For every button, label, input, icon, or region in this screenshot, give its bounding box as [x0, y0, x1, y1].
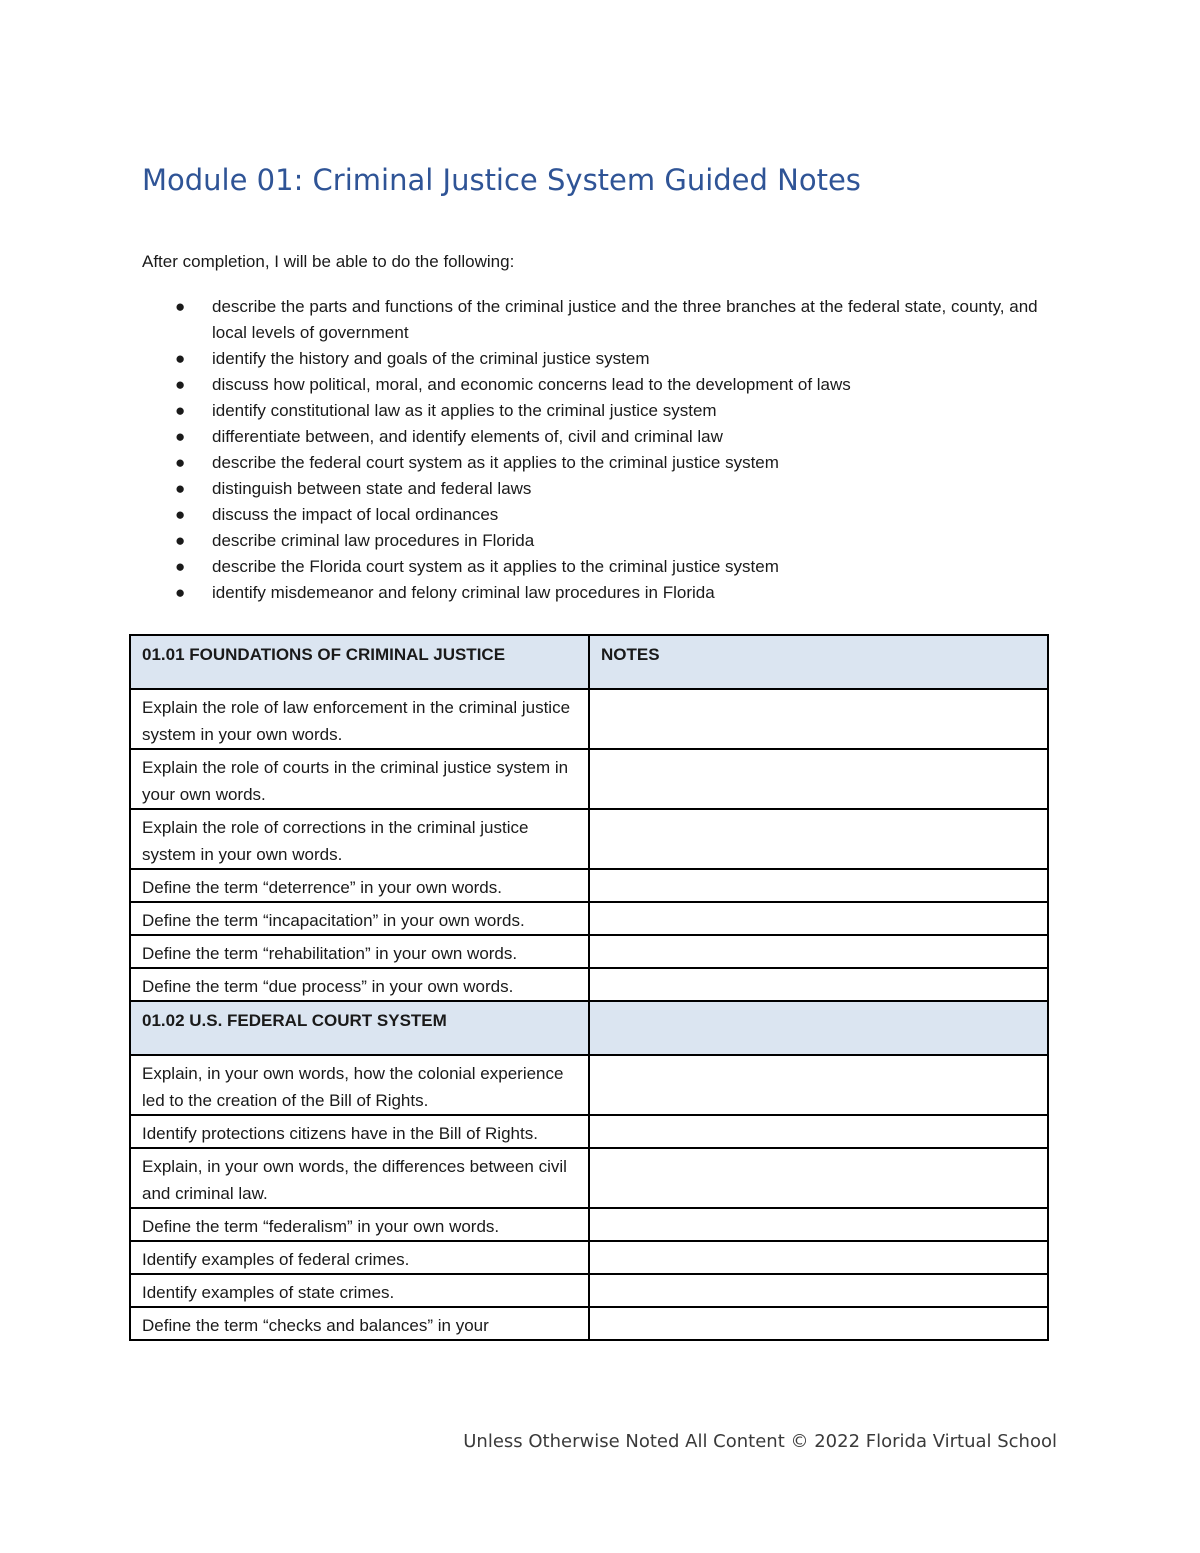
table-row: [130, 1148, 1048, 1208]
list-item: ● describe criminal law procedures in Florida: [142, 528, 1042, 554]
list-item: ● identify constitutional law as it applies to the criminal justice system: [142, 398, 1042, 424]
table-row: [130, 1208, 1048, 1241]
table-row: [130, 689, 1048, 749]
section-heading: 01.02 U.S. FEDERAL COURT SYSTEM: [130, 1001, 589, 1055]
prompt-cell: Explain, in your own words, the differences between civil and criminal law.: [130, 1148, 589, 1208]
notes-cell[interactable]: [589, 1307, 1048, 1340]
bullet-icon: ●: [175, 427, 186, 446]
prompt-cell: Explain the role of courts in the criminal justice system in your own words.: [130, 749, 589, 809]
table-row: [130, 935, 1048, 968]
prompt-cell: Explain, in your own words, how the colonial experience led to the creation of the Bill of Rights.: [130, 1055, 589, 1115]
notes-cell[interactable]: [589, 1241, 1048, 1274]
table-row: [130, 1115, 1048, 1148]
list-item: ● discuss the impact of local ordinances: [142, 502, 1042, 528]
notes-cell[interactable]: [589, 1148, 1048, 1208]
notes-heading: NOTES: [589, 635, 1048, 689]
prompt-cell: Identify examples of state crimes.: [130, 1274, 589, 1307]
copyright-footer: Unless Otherwise Noted All Content © 2022 Florida Virtual School: [463, 1431, 1057, 1452]
list-item: ● describe the Florida court system as it applies to the criminal justice system: [142, 554, 1042, 580]
prompt-cell: Define the term “rehabilitation” in your own words.: [130, 935, 589, 968]
notes-cell[interactable]: [589, 1274, 1048, 1307]
list-item: ● differentiate between, and identify elements of, civil and criminal law: [142, 424, 1042, 450]
table-row: [130, 902, 1048, 935]
list-item: ● identify misdemeanor and felony criminal law procedures in Florida: [142, 580, 1042, 606]
notes-cell[interactable]: [589, 749, 1048, 809]
prompt-cell: Define the term “federalism” in your own words.: [130, 1208, 589, 1241]
guided-notes-table: [129, 634, 1049, 1341]
notes-cell[interactable]: [589, 1055, 1048, 1115]
bullet-icon: ●: [175, 557, 186, 576]
bullet-icon: ●: [175, 375, 186, 394]
notes-cell[interactable]: [589, 968, 1048, 1001]
list-item: ● distinguish between state and federal laws: [142, 476, 1042, 502]
notes-cell[interactable]: [589, 869, 1048, 902]
prompt-cell: Define the term “incapacitation” in your own words.: [130, 902, 589, 935]
prompt-cell: Define the term “deterrence” in your own words.: [130, 869, 589, 902]
prompt-cell: Identify examples of federal crimes.: [130, 1241, 589, 1274]
notes-cell[interactable]: [589, 1208, 1048, 1241]
table-row: [130, 1055, 1048, 1115]
list-item: ● discuss how political, moral, and economic concerns lead to the development of laws: [142, 372, 1042, 398]
table-row: [130, 869, 1048, 902]
table-row: [130, 809, 1048, 869]
bullet-icon: ●: [175, 453, 186, 472]
notes-cell[interactable]: [589, 1001, 1048, 1055]
list-item: ● describe the federal court system as it applies to the criminal justice system: [142, 450, 1042, 476]
bullet-icon: ●: [175, 297, 186, 316]
notes-cell[interactable]: [589, 689, 1048, 749]
list-item: ● describe the parts and functions of the criminal justice and the three branches at the federal state, county, and local levels of government: [142, 294, 1042, 346]
prompt-cell: Define the term “due process” in your own words.: [130, 968, 589, 1001]
notes-cell[interactable]: [589, 902, 1048, 935]
prompt-cell: Define the term “checks and balances” in your: [130, 1307, 589, 1340]
list-item: ● identify the history and goals of the criminal justice system: [142, 346, 1042, 372]
section-header-row: [130, 1001, 1048, 1055]
section-header-row: [130, 635, 1048, 689]
prompt-cell: Explain the role of law enforcement in the criminal justice system in your own words.: [130, 689, 589, 749]
bullet-icon: ●: [175, 479, 186, 498]
table-row: [130, 1274, 1048, 1307]
notes-cell[interactable]: [589, 935, 1048, 968]
bullet-icon: ●: [175, 531, 186, 550]
prompt-cell: Explain the role of corrections in the criminal justice system in your own words.: [130, 809, 589, 869]
page-title: Module 01: Criminal Justice System Guided Notes: [142, 163, 861, 197]
intro-text: After completion, I will be able to do the following:: [142, 252, 515, 271]
table-row: [130, 1307, 1048, 1340]
table-row: [130, 968, 1048, 1001]
table-row: [130, 1241, 1048, 1274]
bullet-icon: ●: [175, 505, 186, 524]
section-heading: 01.01 FOUNDATIONS OF CRIMINAL JUSTICE: [130, 635, 589, 689]
notes-cell[interactable]: [589, 809, 1048, 869]
bullet-icon: ●: [175, 401, 186, 420]
notes-cell[interactable]: [589, 1115, 1048, 1148]
bullet-icon: ●: [175, 583, 186, 602]
table-row: [130, 749, 1048, 809]
prompt-cell: Identify protections citizens have in the Bill of Rights.: [130, 1115, 589, 1148]
objectives-list: [142, 294, 1042, 606]
bullet-icon: ●: [175, 349, 186, 368]
